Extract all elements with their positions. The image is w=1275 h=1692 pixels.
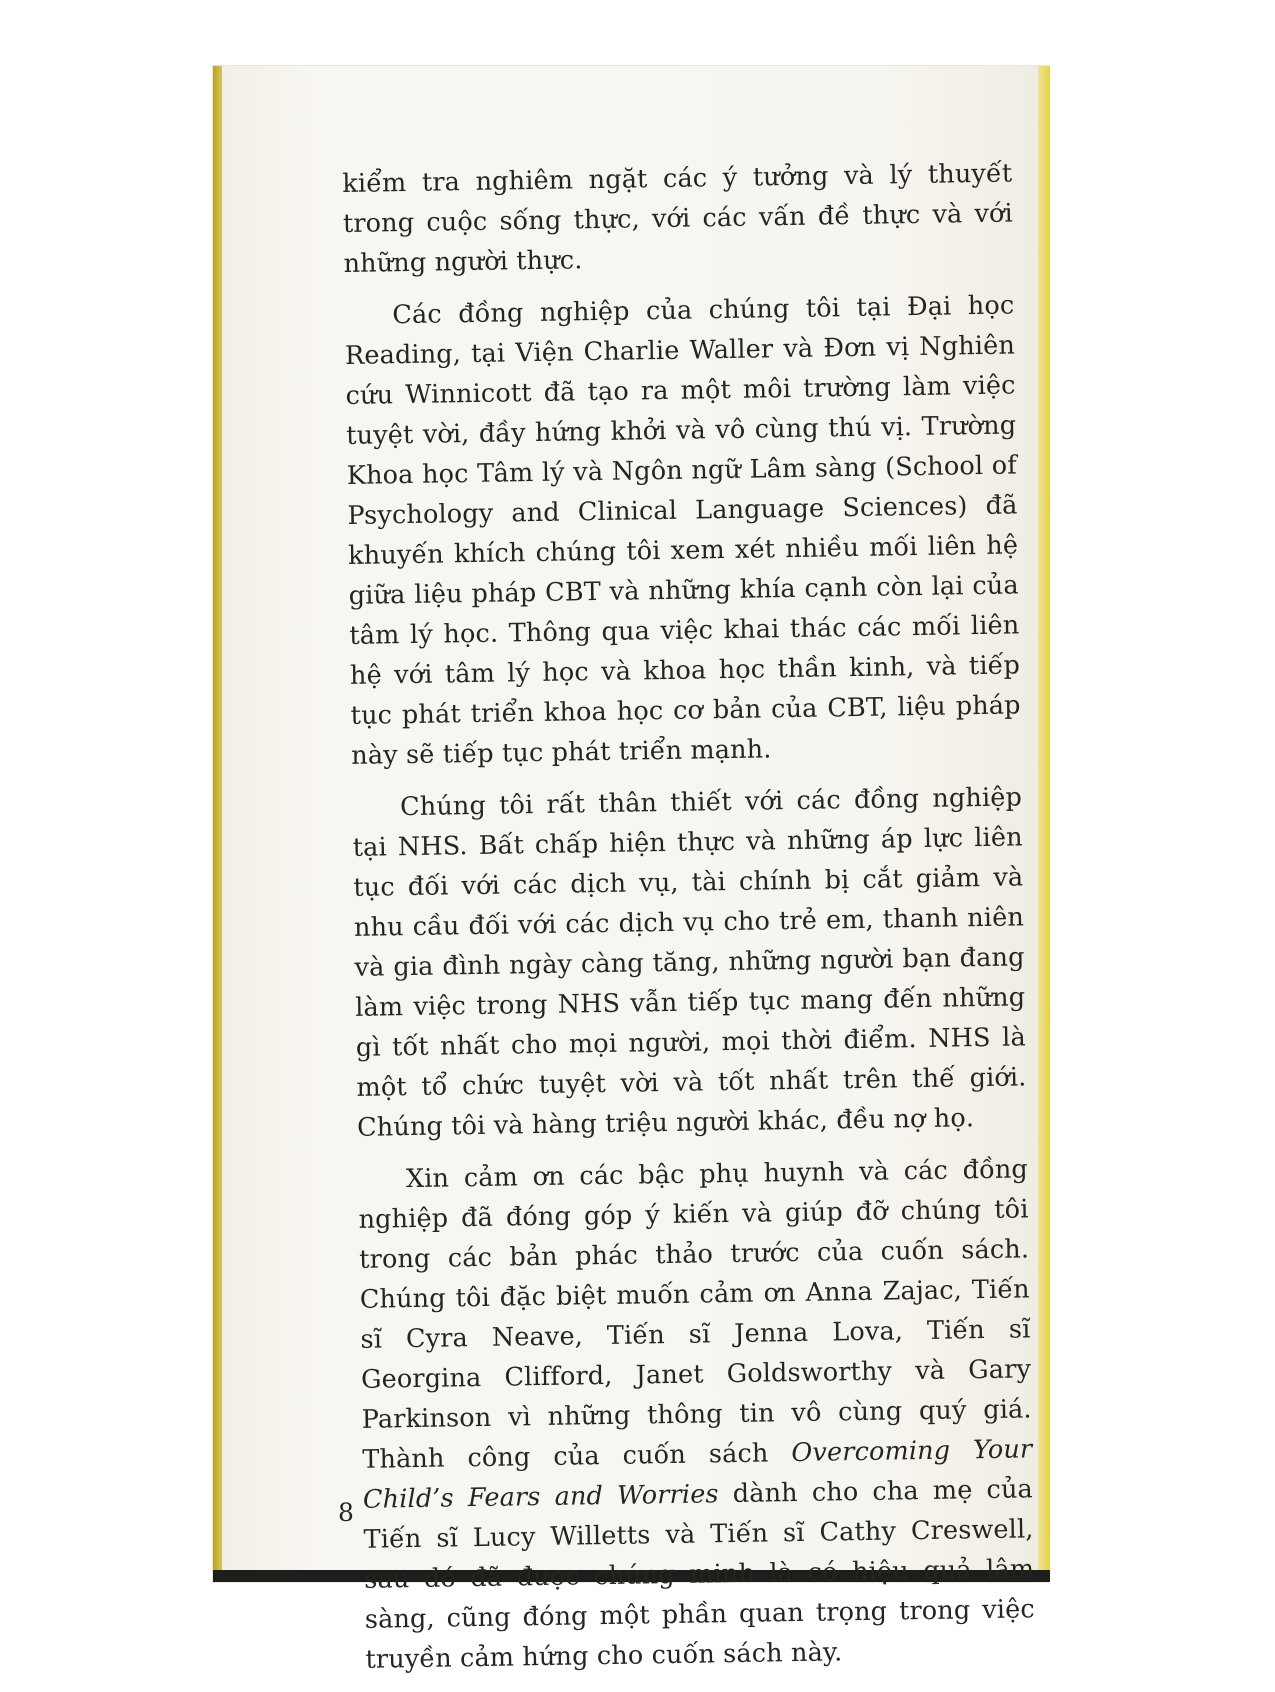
paragraph-acknowledgements-end: dành cho cha mẹ của Tiến sĩ Lucy Willetts và Tiến sĩ Cathy Creswell, sau đó đã được chứng minh là có hiệu quả lâm sàng, cũng đóng một phần quan trọng trong việc truyền cảm hứng cho cuốn sách này. [363,1474,1036,1675]
paragraph-acknowledgements [358,1149,1036,1679]
paragraph-continuation: kiểm tra nghiêm ngặt các ý tưởng và lý thuyết trong cuộc sống thực, với các vấn đề thực và với những người thực. [342,158,1014,279]
book-binding-edge [213,66,222,1582]
paragraph-nhs-colleagues: Chúng tôi rất thân thiết với các đồng nghiệp tại NHS. Bất chấp hiện thực và những áp lực liên tục đối với các dịch vụ, tài chính bị cắt giảm và nhu cầu đối với các dịch vụ cho trẻ em, thanh niên và gia đình ngày càng tăng, những người bạn đang làm việc trong NHS vẫn tiếp tục mang đến những gì tốt nhất cho mọi người, mọi thời điểm. NHS là một tổ chức tuyệt vời và tốt nhất trên thế giới. Chúng tôi và hàng triệu người khác, đều nợ họ. [352,782,1027,1143]
paragraph-acknowledgements-start: Xin cảm ơn các bậc phụ huynh và các đồng nghiệp đã đóng góp ý kiến và giúp đỡ chúng tôi trong các bản phác thảo trước của cuốn sách. Chúng tôi đặc biệt muốn cảm ơn Anna Zajac, Tiến sĩ Cyra Neave, Tiến sĩ Jenna Lova, Tiến sĩ Georgina Clifford, Janet Goldsworthy và Gary Parkinson vì những thông tin vô cùng quý giá. Thành công của cuốn sách [358,1154,1032,1475]
page-number: 8 [338,1498,354,1527]
paragraph-reading-colleagues: Các đồng nghiệp của chúng tôi tại Đại học Reading, tại Viện Charlie Waller và Đơn vị Nghiên cứu Winnicott đã tạo ra một môi trường làm việc tuyệt vời, đầy hứng khởi và vô cùng thú vị. Trường Khoa học Tâm lý và Ngôn ngữ Lâm sàng (School of Psychology and Clinical Language Sciences) đã khuyến khích chúng tôi xem xét nhiều mối liên hệ giữa liệu pháp CBT và những khía cạnh còn lại của tâm lý học. Thông qua việc khai thác các mối liên hệ với tâm lý học và khoa học thần kinh, và tiếp tục phát triển khoa học cơ bản của CBT, liệu pháp này sẽ tiếp tục phát triển mạnh. [344,290,1021,771]
book-title: Overcoming Your Child’s Fears and Worries [362,1434,1033,1515]
body-text [342,153,1036,1691]
page-edge-highlight [1038,66,1050,1582]
